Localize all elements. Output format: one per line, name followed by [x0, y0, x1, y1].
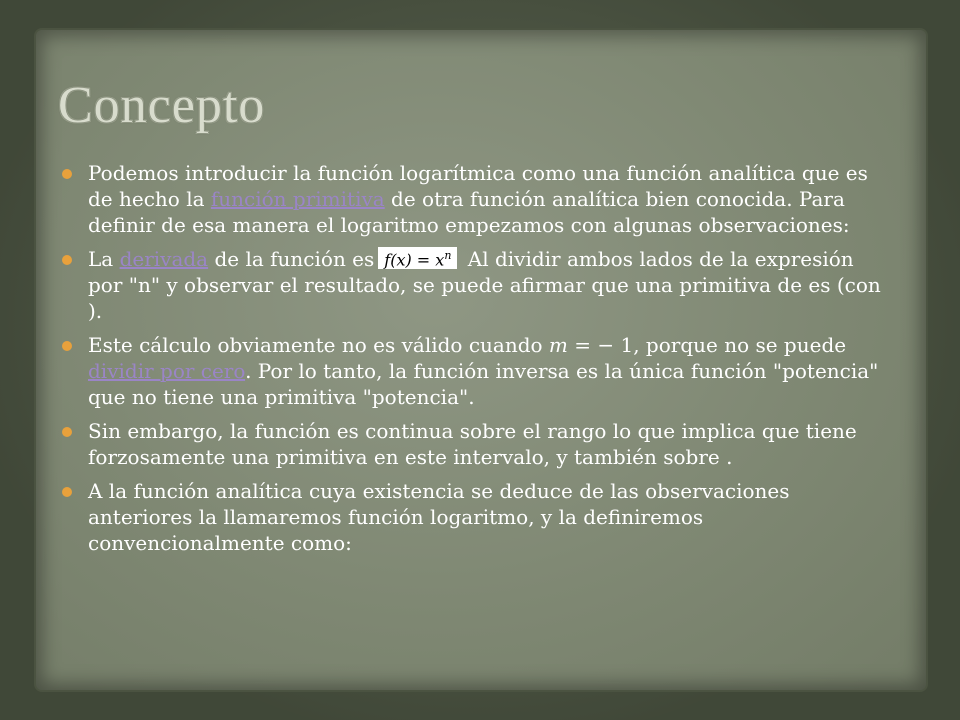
bullet-5-text: A la función analítica cuya existencia se deduce de las observaciones anteriores la llamaremos función logaritmo, y la definiremos convencionalmente como: [88, 479, 790, 555]
bullet-dot-icon [62, 427, 72, 437]
bullet-3-text-post: . Por lo tanto, la función inversa es la única función "potencia" que no tiene una primitiva "potencia". [88, 359, 879, 409]
formula-image [378, 247, 457, 269]
bullet-dot-icon [62, 341, 72, 351]
bullet-item-3 [62, 332, 882, 410]
bullet-dot-icon [62, 255, 72, 265]
link-derivada[interactable]: derivada [119, 247, 209, 271]
bullet-1-text-pre: Podemos introducir la función logarítmica como una función analítica que es de hecho la [88, 161, 868, 211]
bullet-2-text-post: Al dividir ambos lados de la expresión por "n" y observar el resultado, se puede afirmar que una primitiva de es (con ). [88, 247, 881, 323]
link-dividir-por-cero[interactable]: dividir por cero [88, 359, 246, 383]
bullet-item-4 [62, 418, 882, 470]
bullet-list [62, 160, 882, 564]
slide-title: Concepto [58, 77, 266, 134]
bullet-2-text-mid: de la función es [208, 247, 375, 271]
bullet-1-text-post: de otra función analítica bien conocida. Para definir de esa manera el logaritmo empezamos con algunas observaciones: [88, 187, 850, 237]
link-funcion-primitiva[interactable]: función primitiva [210, 187, 385, 211]
bullet-3-text-pre: Este cálculo obviamente no es válido cuando [88, 333, 549, 357]
bullet-2-text-pre: La [88, 247, 120, 271]
bullet-item-1 [62, 160, 882, 238]
formula-lhs: f(x) = x [384, 250, 445, 269]
formula-exponent: n [444, 248, 452, 262]
bullet-4-text: Sin embargo, la función es continua sobre el rango lo que implica que tiene forzosamente una primitiva en este intervalo, y también sobre . [88, 419, 857, 469]
bullet-item-2 [62, 246, 882, 324]
bullet-dot-icon [62, 487, 72, 497]
bullet-item-5 [62, 478, 882, 556]
bullet-dot-icon [62, 169, 72, 179]
bullet-3-variable: m [548, 333, 568, 357]
bullet-3-text-mid: = − 1, porque no se puede [567, 333, 847, 357]
